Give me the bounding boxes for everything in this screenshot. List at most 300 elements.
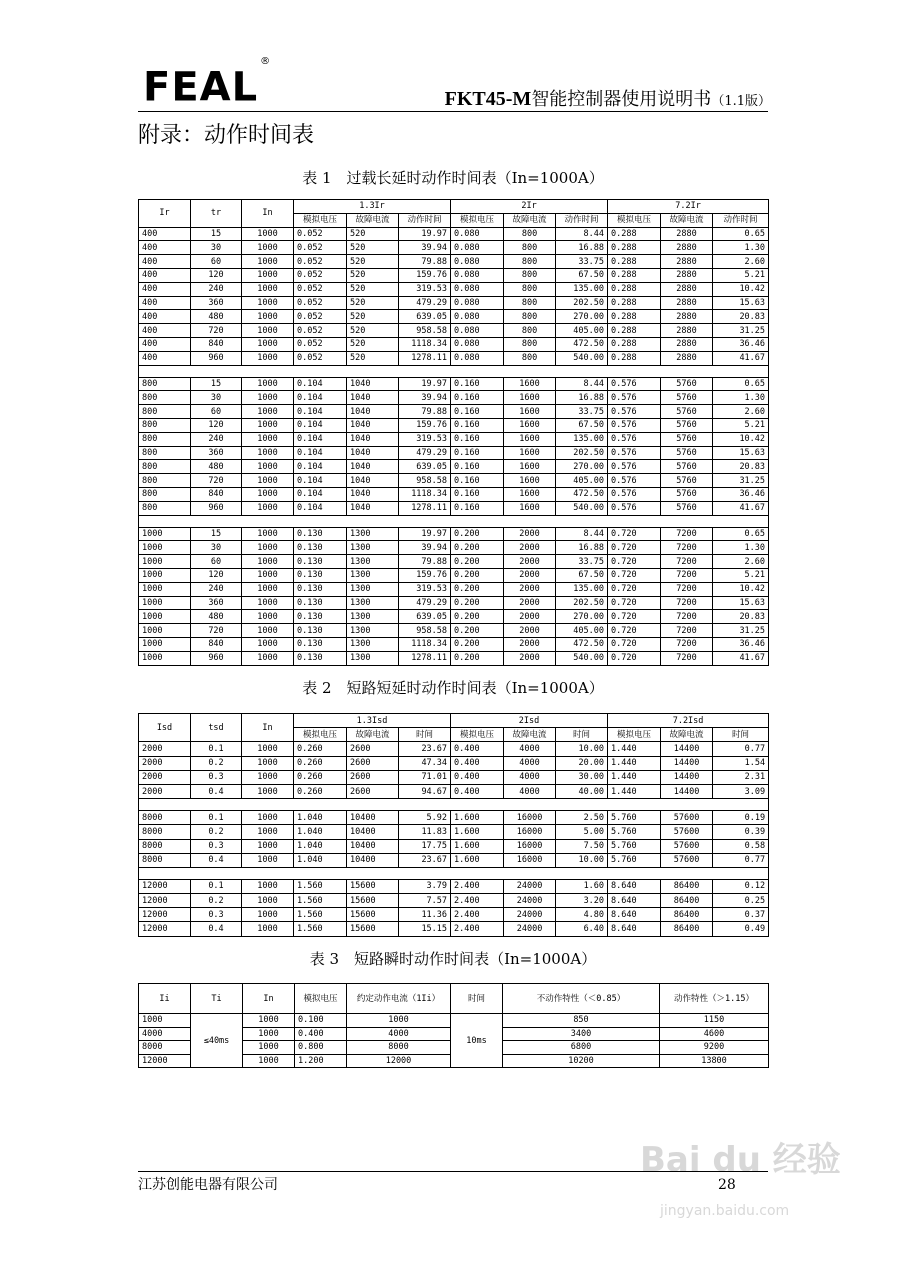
table-cell: 1000 bbox=[242, 227, 294, 241]
table-cell: 57600 bbox=[661, 811, 713, 825]
table-cell: 1.560 bbox=[294, 894, 347, 908]
table-cell: 0.052 bbox=[294, 310, 347, 324]
table-cell: 0.720 bbox=[608, 610, 661, 624]
table-cell: 11.83 bbox=[399, 825, 451, 839]
table-cell: 0.720 bbox=[608, 651, 661, 665]
table-cell: 480 bbox=[191, 310, 242, 324]
table-cell: 400 bbox=[139, 310, 191, 324]
watermark-brand: Bai du 经验 bbox=[640, 1140, 841, 1180]
table-cell: 1000 bbox=[242, 391, 294, 405]
table-cell: 1.60 bbox=[556, 879, 608, 893]
table-cell: 57600 bbox=[661, 825, 713, 839]
table-cell: 10400 bbox=[347, 825, 399, 839]
table-cell: 0.160 bbox=[451, 460, 504, 474]
table-cell: 2880 bbox=[661, 268, 713, 282]
table-cell: 0.052 bbox=[294, 351, 347, 365]
table-cell: 1000 bbox=[242, 487, 294, 501]
title-model: FKT45-M bbox=[444, 88, 532, 110]
table-row bbox=[139, 391, 769, 405]
table-cell: 67.50 bbox=[556, 268, 608, 282]
table-cell: 1000 bbox=[242, 418, 294, 432]
table-cell: 0.2 bbox=[191, 756, 242, 770]
table-cell: 9200 bbox=[660, 1041, 769, 1055]
table-cell: 15600 bbox=[347, 922, 399, 936]
table-cell: 41.67 bbox=[713, 351, 769, 365]
header-analog-voltage: 模拟电压 bbox=[295, 984, 347, 1014]
table-cell: 1000 bbox=[242, 446, 294, 460]
table-cell: 0.080 bbox=[451, 310, 504, 324]
table-cell: 0.3 bbox=[191, 839, 242, 853]
table-cell: 1000 bbox=[242, 651, 294, 665]
table-cell: 4000 bbox=[504, 742, 556, 756]
table-cell: 5760 bbox=[661, 405, 713, 419]
table-cell: 1300 bbox=[347, 555, 399, 569]
table-cell: 1040 bbox=[347, 460, 399, 474]
table-cell: 0.400 bbox=[451, 784, 504, 798]
table-cell: 1000 bbox=[242, 756, 294, 770]
table-cell: 24000 bbox=[504, 879, 556, 893]
table-cell: 1000 bbox=[242, 541, 294, 555]
table-row bbox=[139, 432, 769, 446]
table-cell: 10400 bbox=[347, 839, 399, 853]
table-row bbox=[139, 624, 769, 638]
table-cell: 0.37 bbox=[713, 908, 769, 922]
header-time: 时间 bbox=[399, 728, 451, 742]
table-cell: 800 bbox=[504, 296, 556, 310]
table-cell: 17.75 bbox=[399, 839, 451, 853]
table-cell: 1.040 bbox=[294, 825, 347, 839]
table-row bbox=[139, 853, 769, 867]
table-cell: 0.104 bbox=[294, 418, 347, 432]
table-cell: 520 bbox=[347, 310, 399, 324]
table-cell: 2880 bbox=[661, 255, 713, 269]
table-cell: 3400 bbox=[503, 1027, 660, 1041]
table-cell: 400 bbox=[139, 241, 191, 255]
table-cell: 800 bbox=[139, 446, 191, 460]
table-cell: 240 bbox=[191, 282, 242, 296]
table-cell: 12000 bbox=[347, 1054, 451, 1068]
table-cell: 0.160 bbox=[451, 501, 504, 515]
table-cell: 1000 bbox=[347, 1014, 451, 1028]
table-cell: 0.052 bbox=[294, 296, 347, 310]
table-cell: 1.560 bbox=[294, 922, 347, 936]
table-cell: 41.67 bbox=[713, 651, 769, 665]
table-cell: 0.160 bbox=[451, 418, 504, 432]
table-cell: 12000 bbox=[139, 879, 191, 893]
table-cell: 0.160 bbox=[451, 474, 504, 488]
table-row bbox=[139, 310, 769, 324]
table-cell: 15 bbox=[191, 527, 242, 541]
table-cell: 0.400 bbox=[451, 742, 504, 756]
table-row bbox=[139, 337, 769, 351]
table-cell: 1.200 bbox=[295, 1054, 347, 1068]
table-cell: 5760 bbox=[661, 377, 713, 391]
table-cell: 2000 bbox=[139, 770, 191, 784]
table-cell: 1.30 bbox=[713, 241, 769, 255]
table-cell: 0.104 bbox=[294, 446, 347, 460]
table-cell: 2.60 bbox=[713, 255, 769, 269]
table-cell: 19.97 bbox=[399, 377, 451, 391]
table-cell: 5760 bbox=[661, 501, 713, 515]
table-cell: 10400 bbox=[347, 853, 399, 867]
table-cell: 1.440 bbox=[608, 770, 661, 784]
table-cell: 1040 bbox=[347, 391, 399, 405]
table-cell: 14400 bbox=[661, 756, 713, 770]
table-cell: 520 bbox=[347, 255, 399, 269]
table-cell: 202.50 bbox=[556, 296, 608, 310]
table-cell: 1600 bbox=[504, 487, 556, 501]
table-cell: 0.104 bbox=[294, 432, 347, 446]
table-cell: 0.2 bbox=[191, 894, 242, 908]
table-cell: 0.576 bbox=[608, 474, 661, 488]
table-cell: 1000 bbox=[242, 811, 294, 825]
table-cell: 1600 bbox=[504, 432, 556, 446]
table-cell: 0.25 bbox=[713, 894, 769, 908]
table-cell: 16000 bbox=[504, 839, 556, 853]
table-cell: 1000 bbox=[242, 894, 294, 908]
table-row bbox=[139, 879, 769, 893]
table-cell: 2.60 bbox=[713, 555, 769, 569]
table-cell: 2000 bbox=[504, 582, 556, 596]
table-cell: 1.560 bbox=[294, 879, 347, 893]
table-cell: 0.160 bbox=[451, 391, 504, 405]
table-cell: 1600 bbox=[504, 391, 556, 405]
table-cell: 1300 bbox=[347, 582, 399, 596]
table-cell: 0.1 bbox=[191, 811, 242, 825]
table-cell: 33.75 bbox=[556, 255, 608, 269]
table-cell: 10200 bbox=[503, 1054, 660, 1068]
table-cell: 0.160 bbox=[451, 432, 504, 446]
table-cell: 0.080 bbox=[451, 337, 504, 351]
table-cell: 1300 bbox=[347, 541, 399, 555]
table-cell: 520 bbox=[347, 227, 399, 241]
table-cell: 0.576 bbox=[608, 446, 661, 460]
table-cell: 0.130 bbox=[294, 651, 347, 665]
table-cell: 2000 bbox=[504, 637, 556, 651]
table-cell: ≤40ms bbox=[191, 1014, 243, 1068]
table-cell: 0.400 bbox=[451, 756, 504, 770]
table-cell: 0.100 bbox=[295, 1014, 347, 1028]
table-cell: 1600 bbox=[504, 460, 556, 474]
table-cell: 5760 bbox=[661, 418, 713, 432]
table-cell: 120 bbox=[191, 418, 242, 432]
table-cell: 16.88 bbox=[556, 541, 608, 555]
table-cell: 1040 bbox=[347, 474, 399, 488]
header-analog-voltage: 模拟电压 bbox=[451, 728, 504, 742]
spacer-cell bbox=[139, 867, 769, 879]
group-spacer-row bbox=[139, 867, 769, 879]
table-cell: 7200 bbox=[661, 624, 713, 638]
table-cell: 0.49 bbox=[713, 922, 769, 936]
table-cell: 4000 bbox=[347, 1027, 451, 1041]
table-cell: 0.288 bbox=[608, 268, 661, 282]
table-cell: 0.4 bbox=[191, 784, 242, 798]
table-cell: 39.94 bbox=[399, 391, 451, 405]
table-cell: 60 bbox=[191, 555, 242, 569]
table-cell: 0.260 bbox=[294, 770, 347, 784]
table-cell: 1600 bbox=[504, 418, 556, 432]
table-cell: 67.50 bbox=[556, 568, 608, 582]
table-cell: 5.21 bbox=[713, 418, 769, 432]
table-row bbox=[139, 351, 769, 365]
table-cell: 5.760 bbox=[608, 853, 661, 867]
table-cell: 0.130 bbox=[294, 568, 347, 582]
table-cell: 520 bbox=[347, 282, 399, 296]
table-cell: 0.65 bbox=[713, 377, 769, 391]
table-cell: 800 bbox=[504, 255, 556, 269]
table-cell: 8.44 bbox=[556, 377, 608, 391]
title-version: （1.1版） bbox=[711, 94, 771, 109]
table-row bbox=[139, 582, 769, 596]
table-row bbox=[139, 405, 769, 419]
table-cell: 67.50 bbox=[556, 418, 608, 432]
table-cell: 5.21 bbox=[713, 268, 769, 282]
table-row bbox=[139, 474, 769, 488]
table-cell: 800 bbox=[139, 432, 191, 446]
header-analog-voltage: 模拟电压 bbox=[608, 728, 661, 742]
table-cell: 15600 bbox=[347, 894, 399, 908]
table-cell: 1.30 bbox=[713, 541, 769, 555]
table-cell: 120 bbox=[191, 568, 242, 582]
table-cell: 840 bbox=[191, 637, 242, 651]
table-cell: 4000 bbox=[504, 756, 556, 770]
table-cell: 79.88 bbox=[399, 255, 451, 269]
table-cell: 319.53 bbox=[399, 432, 451, 446]
table-cell: 1.600 bbox=[451, 811, 504, 825]
table-cell: 2880 bbox=[661, 337, 713, 351]
table-cell: 7200 bbox=[661, 596, 713, 610]
header-group-2: 2Ir bbox=[451, 200, 608, 214]
table-cell: 1000 bbox=[139, 596, 191, 610]
table-cell: 3.09 bbox=[713, 784, 769, 798]
table-cell: 0.576 bbox=[608, 487, 661, 501]
table-cell: 639.05 bbox=[399, 310, 451, 324]
header-time: 时间 bbox=[556, 728, 608, 742]
table-cell: 4000 bbox=[504, 784, 556, 798]
table-cell: 15 bbox=[191, 227, 242, 241]
table-cell: 1040 bbox=[347, 446, 399, 460]
table-cell: 7200 bbox=[661, 555, 713, 569]
table-cell: 1000 bbox=[242, 268, 294, 282]
table-cell: 11.36 bbox=[399, 908, 451, 922]
table-cell: 1.040 bbox=[294, 811, 347, 825]
table-cell: 0.130 bbox=[294, 555, 347, 569]
table-row bbox=[139, 324, 769, 338]
table-cell: 12000 bbox=[139, 1054, 191, 1068]
table-cell: 10400 bbox=[347, 811, 399, 825]
table-cell: 0.720 bbox=[608, 527, 661, 541]
table-cell: 540.00 bbox=[556, 651, 608, 665]
table-cell: 1000 bbox=[242, 770, 294, 784]
table-cell: 0.288 bbox=[608, 282, 661, 296]
table-cell: 1040 bbox=[347, 405, 399, 419]
table-cell: 8000 bbox=[139, 811, 191, 825]
table-cell: 400 bbox=[139, 227, 191, 241]
table-cell: 1300 bbox=[347, 610, 399, 624]
header-fault-current: 故障电流 bbox=[504, 213, 556, 227]
table-cell: 0.080 bbox=[451, 268, 504, 282]
table-cell: 1000 bbox=[242, 377, 294, 391]
table3-instantaneous bbox=[138, 983, 769, 1068]
table-cell: 0.576 bbox=[608, 391, 661, 405]
table-cell: 400 bbox=[139, 351, 191, 365]
table-cell: 0.4 bbox=[191, 853, 242, 867]
table-cell: 2600 bbox=[347, 784, 399, 798]
table-row bbox=[139, 922, 769, 936]
table-cell: 10.00 bbox=[556, 742, 608, 756]
table-cell: 520 bbox=[347, 268, 399, 282]
table-cell: 4000 bbox=[139, 1027, 191, 1041]
table-cell: 800 bbox=[139, 487, 191, 501]
table-cell: 0.080 bbox=[451, 227, 504, 241]
table-cell: 1300 bbox=[347, 624, 399, 638]
table-cell: 720 bbox=[191, 624, 242, 638]
table-cell: 36.46 bbox=[713, 487, 769, 501]
table-cell: 1.440 bbox=[608, 784, 661, 798]
table-cell: 958.58 bbox=[399, 474, 451, 488]
table-cell: 0.288 bbox=[608, 241, 661, 255]
header-agreed-current: 约定动作电流（1Ii） bbox=[347, 984, 451, 1014]
table-row bbox=[139, 460, 769, 474]
table-cell: 14400 bbox=[661, 742, 713, 756]
table-cell: 0.400 bbox=[451, 770, 504, 784]
table-cell: 159.76 bbox=[399, 268, 451, 282]
table-cell: 20.83 bbox=[713, 610, 769, 624]
header-group-2: 2Isd bbox=[451, 714, 608, 728]
table-cell: 1600 bbox=[504, 377, 556, 391]
table-cell: 15 bbox=[191, 377, 242, 391]
table-cell: 30.00 bbox=[556, 770, 608, 784]
table-cell: 0.080 bbox=[451, 351, 504, 365]
table-cell: 2.400 bbox=[451, 879, 504, 893]
table-cell: 5760 bbox=[661, 391, 713, 405]
table-cell: 0.052 bbox=[294, 282, 347, 296]
table-cell: 86400 bbox=[661, 879, 713, 893]
table-cell: 1000 bbox=[242, 405, 294, 419]
table-row bbox=[139, 742, 769, 756]
table-cell: 2.50 bbox=[556, 811, 608, 825]
table-row bbox=[139, 637, 769, 651]
table1-overload-long-delay bbox=[138, 199, 769, 666]
table-cell: 0.720 bbox=[608, 637, 661, 651]
table-cell: 2880 bbox=[661, 324, 713, 338]
table-cell: 0.58 bbox=[713, 839, 769, 853]
table-cell: 2880 bbox=[661, 227, 713, 241]
table-cell: 0.130 bbox=[294, 541, 347, 555]
table-cell: 0.200 bbox=[451, 541, 504, 555]
table-cell: 1000 bbox=[242, 568, 294, 582]
table-cell: 6.40 bbox=[556, 922, 608, 936]
table-row bbox=[139, 610, 769, 624]
table-cell: 0.104 bbox=[294, 474, 347, 488]
table-cell: 5760 bbox=[661, 446, 713, 460]
table-cell: 86400 bbox=[661, 894, 713, 908]
table-cell: 960 bbox=[191, 651, 242, 665]
table-cell: 0.77 bbox=[713, 742, 769, 756]
table-cell: 240 bbox=[191, 432, 242, 446]
table-cell: 57600 bbox=[661, 839, 713, 853]
table-cell: 1000 bbox=[242, 241, 294, 255]
table-cell: 6800 bbox=[503, 1041, 660, 1055]
spacer-cell bbox=[139, 365, 769, 377]
table-cell: 0.288 bbox=[608, 296, 661, 310]
table-cell: 14400 bbox=[661, 770, 713, 784]
table-row bbox=[139, 241, 769, 255]
table-cell: 360 bbox=[191, 296, 242, 310]
table-cell: 400 bbox=[139, 324, 191, 338]
table-cell: 1000 bbox=[242, 310, 294, 324]
table-cell: 2600 bbox=[347, 770, 399, 784]
table-cell: 5760 bbox=[661, 432, 713, 446]
table-cell: 2880 bbox=[661, 282, 713, 296]
table-cell: 0.720 bbox=[608, 568, 661, 582]
table-cell: 0.160 bbox=[451, 377, 504, 391]
table-cell: 0.576 bbox=[608, 418, 661, 432]
table1-caption: 表 1 过载长延时动作时间表（In=1000A） bbox=[302, 169, 604, 187]
table-cell: 1000 bbox=[242, 474, 294, 488]
table-cell: 0.200 bbox=[451, 651, 504, 665]
header-analog-voltage: 模拟电压 bbox=[294, 728, 347, 742]
table-cell: 8.640 bbox=[608, 908, 661, 922]
table-row bbox=[139, 282, 769, 296]
logo-text: FEAL bbox=[143, 64, 259, 111]
table-cell: 1000 bbox=[242, 742, 294, 756]
table-cell: 0.200 bbox=[451, 568, 504, 582]
table-row bbox=[139, 446, 769, 460]
table-row bbox=[139, 770, 769, 784]
table-cell: 1118.34 bbox=[399, 487, 451, 501]
table-cell: 405.00 bbox=[556, 474, 608, 488]
table3-caption: 表 3 短路瞬时动作时间表（In=1000A） bbox=[309, 950, 597, 968]
table-cell: 16000 bbox=[504, 825, 556, 839]
table-cell: 36.46 bbox=[713, 637, 769, 651]
header-in: In bbox=[243, 984, 295, 1014]
footer-company: 江苏创能电器有限公司 bbox=[138, 1177, 278, 1193]
table-cell: 800 bbox=[139, 418, 191, 432]
table-cell: 24000 bbox=[504, 908, 556, 922]
table-cell: 2000 bbox=[139, 784, 191, 798]
table-cell: 1.600 bbox=[451, 825, 504, 839]
table-cell: 2000 bbox=[504, 610, 556, 624]
table-cell: 0.3 bbox=[191, 908, 242, 922]
table-cell: 0.288 bbox=[608, 337, 661, 351]
table-cell: 0.104 bbox=[294, 487, 347, 501]
table-row bbox=[139, 541, 769, 555]
table-cell: 10ms bbox=[451, 1014, 503, 1068]
header-action-time: 动作时间 bbox=[399, 213, 451, 227]
table-cell: 71.01 bbox=[399, 770, 451, 784]
page-number: 28 bbox=[718, 1177, 736, 1193]
table-cell: 0.052 bbox=[294, 337, 347, 351]
table-cell: 1000 bbox=[139, 541, 191, 555]
table-cell: 0.720 bbox=[608, 596, 661, 610]
group-spacer-row bbox=[139, 365, 769, 377]
table-cell: 0.576 bbox=[608, 460, 661, 474]
table-cell: 2600 bbox=[347, 756, 399, 770]
table-cell: 0.3 bbox=[191, 770, 242, 784]
table-cell: 400 bbox=[139, 268, 191, 282]
table-row bbox=[139, 487, 769, 501]
table-cell: 0.130 bbox=[294, 624, 347, 638]
table-cell: 0.080 bbox=[451, 296, 504, 310]
table-cell: 1000 bbox=[242, 853, 294, 867]
table-cell: 1000 bbox=[243, 1014, 295, 1028]
table-cell: 1000 bbox=[242, 555, 294, 569]
table-cell: 31.25 bbox=[713, 324, 769, 338]
table-cell: 0.260 bbox=[294, 742, 347, 756]
table-cell: 2000 bbox=[504, 624, 556, 638]
table-cell: 0.052 bbox=[294, 324, 347, 338]
